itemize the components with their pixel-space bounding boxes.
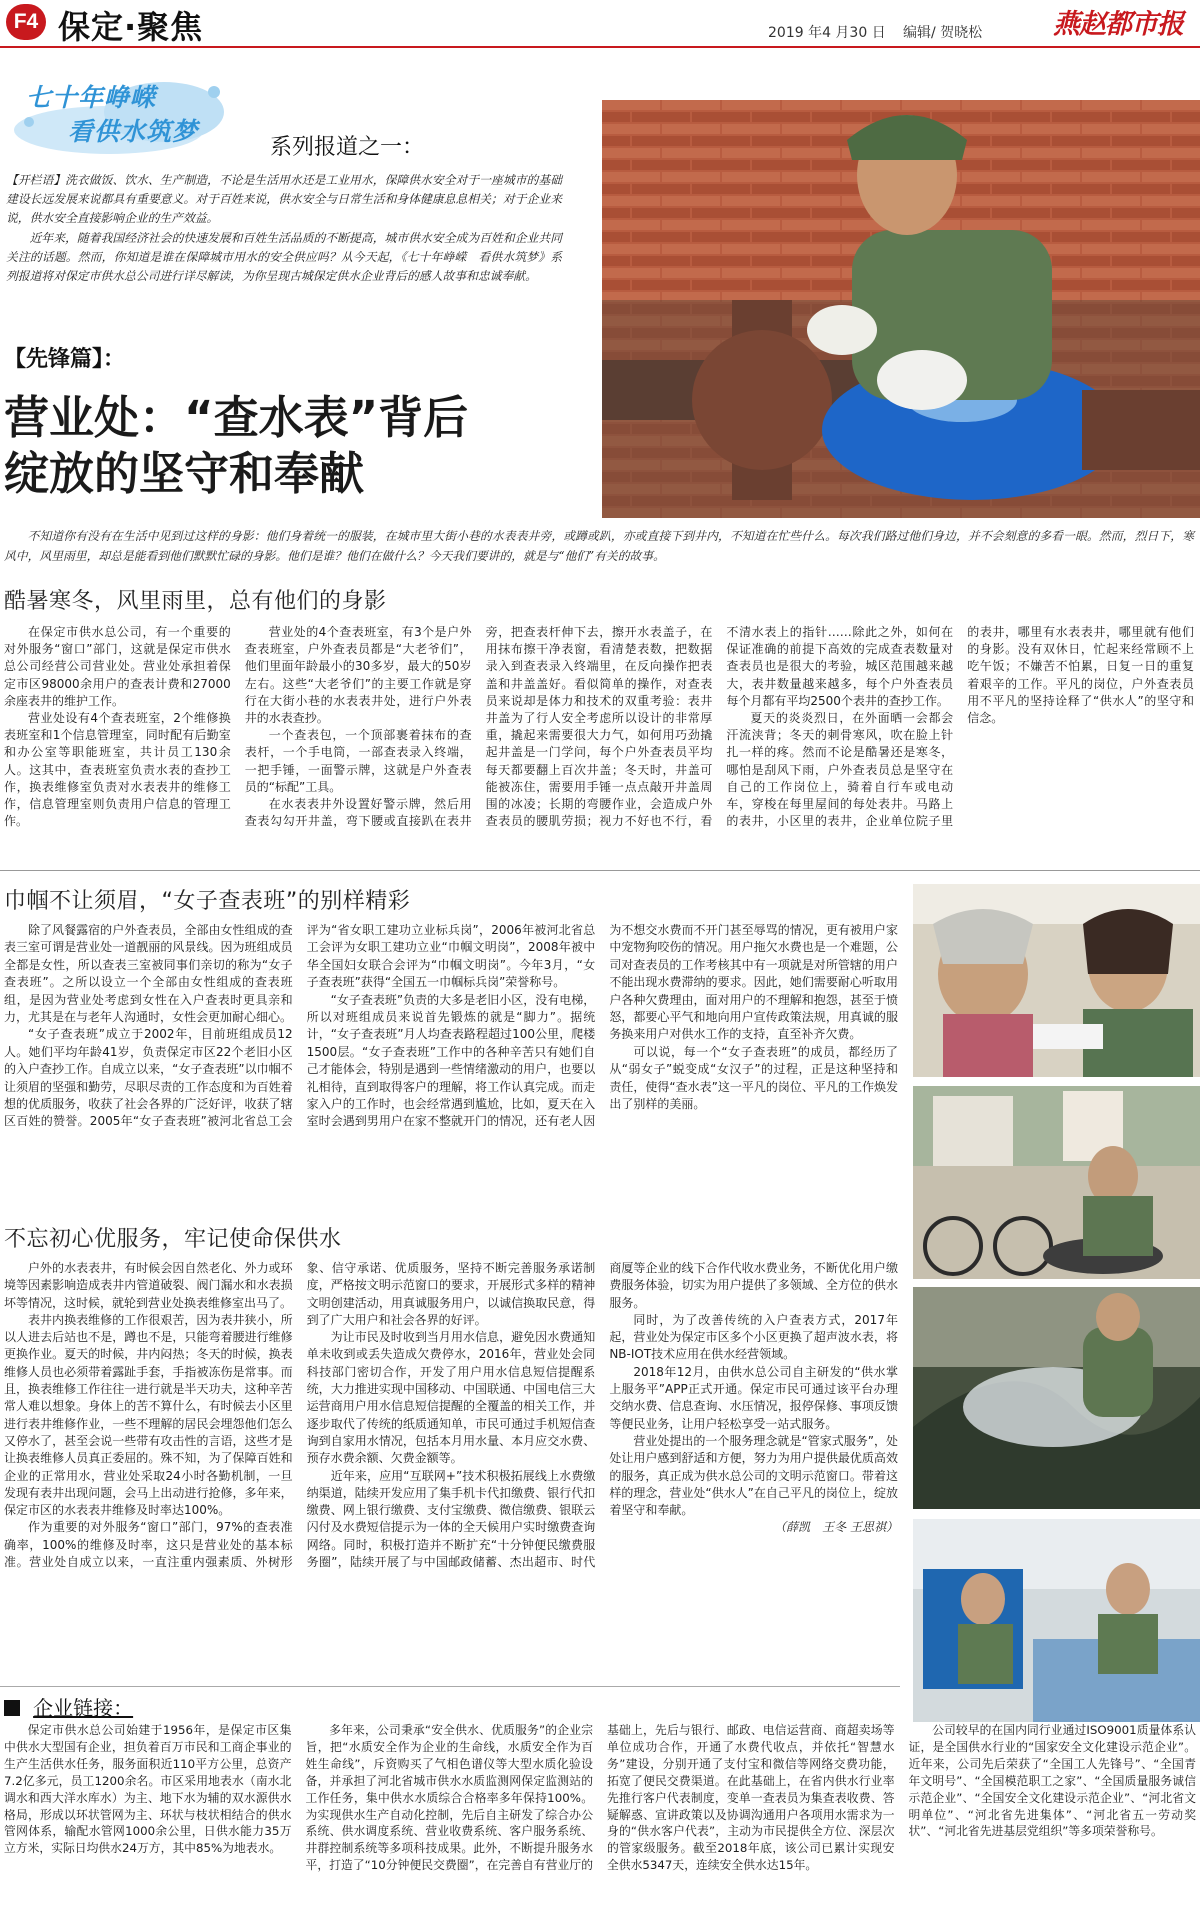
body-paragraph: 除了风餐露宿的户外查表员，全部由女性组成的查表三室可谓是营业处一道靓丽的风景线。因为班组成员全都是女性，所以查表三室被同事们亲切的称为“女子查表班”。之所以设立一个全部由女性组成的查表班组，是因为营业处考虑到女性在入户查表时更具亲和力，尤其是在与老年人沟通时，女性会更加耐心细心。: [4, 923, 293, 1025]
sidebar-title-block: [4, 1692, 133, 1721]
body-paragraph: 在保定市供水总公司，有一个重要的对外服务“窗口”部门，这就是保定市供水总公司经营公司营业处。营业处承担着保定市区98000余用户的查表计费和27000余座表井的维护工作。: [4, 625, 231, 708]
body-paragraph: 一个查表包，一个顶部裹着抹布的查表杆，一个手电筒，一部查表录入终端，一把手锤，一面警示牌，这就是户外查表员的“标配”工具。: [244, 728, 472, 794]
masthead: [0, 0, 1200, 48]
headline-line: 绽放的坚守和奉献: [4, 447, 365, 500]
section-2-body: [4, 922, 898, 1218]
photo-meter-well-inspection: [913, 1086, 1200, 1279]
body-paragraph: “女子查表班”成立于2002年，目前班组成员12人。她们平均年龄41岁，负责保定市区22个老旧小区的入户查抄工作。自成立以来，“女子查表班”以巾帼不让须眉的坚强和勤劳，尽职尽责的工作态度和为百姓着想的优质服务，收获了社会各界的广泛好评，收获了辖区百姓的赞誉。2005年“女子查表班”被河北省总工会评为“省女职工建功立业标兵岗”，2006年被河北省总工会评为女职工建功立业“巾帼文明岗”，2008年被中华全国妇女联合会评为“巾帼文明岗”。今年3月，“女子查表班”获得“全国五一巾帼标兵岗”荣誉称号。: [4, 923, 596, 1129]
photo-illustration: [913, 1287, 1200, 1509]
photo-service-counter: [913, 1519, 1200, 1722]
body-paragraph: 表井内换表维修的工作很艰苦，因为表井狭小，所以人进去后站也不是，蹲也不是，只能弯着腰进行维修更换作业。夏天的时候，井内闷热；冬天的时候，换表维修人员也必须带着露趾手套，手指被冻伤是常事。而且，换表维修工作往往一进行就是半天功夫，这种辛苦常人难以想象。身体上的苦不算什么，有时候去小区里进行表井维修作业，一些不理解的居民会埋怨他们怎么又停水了，甚至会说一些带有攻击性的言语，这些才是让换表维修人员真正委屈的。殊不知，为了保障百姓和企业的正常用水，营业处采取24小时各勤机制，一旦发现有表井出现问题，会马上出动进行抢修，多年来，保定市区的水表表井维修及时率达100%。: [4, 1312, 293, 1518]
body-paragraph: 多年来，公司秉承“安全供水、优质服务”的企业宗旨，把“水质安全作为企业的生命线，水质安全作为百姓生命线”，斥资购买了气相色谱仪等大型水质化验设备，并承担了河北省城市供水水质监测网保定监测站的工作任务，集中供水水质综合合格率多年保持100%。为实现供水生产自动化控制，先后自主研发了综合办公系统、供水调度系统、营业收费系统、客户服务系统、井群控制系统等多项科技成果。此外，不断提升服务水平，打造了“10分钟便民交费圈”，在完善自有营业厅的基础上，先后与银行、邮政、电信运营商、商超卖场等单位成功合作，开通了水费代收点，并依托“智慧水务”建设，分别开通了支付宝和微信等网络交费功能，拓宽了便民交费渠道。在此基础上，在省内供水行业率先推行客户代表制度，变单一查表员为集查表收费、答疑解惑、宣讲政策以及协调沟通用户各项用水需求为一身的“供水客户代表”，主动为市民提供全方位、深层次的管家级服务。截至2018年底，该公司已累计实现安全供水5347天，连续安全供水达15年。: [305, 1723, 895, 1873]
page-number-badge: F4: [6, 4, 46, 40]
sidebar-body: [4, 1722, 1196, 1919]
body-paragraph: 近年来，应用“互联网+”技术积极拓展线上水费缴纳渠道，陆续开发应用了集手机卡代扣缴费、银行代扣缴费、网上银行缴费、支付宝缴费、微信缴费、银联云闪付及水费短信提示为一体的全天候用户实时缴费查询网络。同时，积极打造并不断扩充“十分钟便民缴费服务圈”，陆续开展了与中国邮政储蓄、杰出超市、时代商厦等企业的线下合作代收水费业务，不断优化用户缴费服务体验，切实为用户提供了多领域、全方位的供水服务。: [306, 1261, 898, 1570]
byline: （薛凯 王冬 王思祺）: [774, 1520, 898, 1535]
intro-paragraph: 【开栏语】洗衣做饭、饮水、生产制造，不论是生活用水还是工业用水，保障供水安全对于一座城市的基础建设长远发展来说都具有重要意义。对于百姓来说，供水安全与日常生活和身体健康息息相关；对于企业来说，供水安全直接影响企业的生产效益。: [6, 173, 562, 226]
section-1-title: 酷暑寒冬，风里雨里，总有他们的身影: [4, 589, 387, 614]
photo-women-reading-meter: [913, 884, 1200, 1077]
body-paragraph: 作为重要的对外服务“窗口”部门，97%的查表准确率，100%的维修及时率，这只是营业处的基本标准。营业处自成立以来，一直注重内强素质、外树形象、信守承诺、优质服务，坚持不断完善服务承诺制度，严格按文明示范窗口的要求，开展形式多样的精神文明创建活动，用真诚服务用户，以诚信换取民意，得到了广大用户和社会各界的好评。: [4, 1261, 596, 1570]
lead-paragraph: [4, 526, 1194, 566]
body-paragraph: 公司较早的在国内同行业通过ISO9001质量体系认证，是全国供水行业的“国家安全文化建设示范企业”。近年来，公司先后荣获了“全国工人先锋号”、“全国青年文明号”、“全国模范职工之家”、“全国质量服务诚信示范企业”、“全国安全文化建设示范企业”、“河北省文明单位”、“河北省先进集体”、“河北省五一劳动奖状”、“河北省先进基层党组织”等多项荣誉称号。: [908, 1723, 1196, 1839]
sidebar-title: 企业链接：: [33, 1696, 134, 1720]
body-paragraph: 营业处提出的一个服务理念就是“管家式服务”，处处让用户感到舒适和方便，努力为用户提供最优质高效的服务，真正成为供水总公司的文明示范窗口。带着这样的理念，营业处“供水人”在自己平凡的岗位上，绽放着坚守和奉献。: [609, 1433, 898, 1518]
editor-credit: 编辑/ 贺晓松: [903, 25, 983, 41]
intro-paragraph: 近年来，随着我国经济社会的快速发展和百姓生活品质的不断提高，城市供水安全成为百姓和企业共同关注的话题。然而，你知道是谁在保障城市用水的安全供应吗？从今天起，《七十年峥嵘 看供水筑梦》系列报道将对保定市供水总公司进行详尽解读，为你呈现古城保定供水企业背后的感人故事和忠诚奉献。: [6, 230, 562, 284]
series-badge: [4, 72, 244, 162]
series-label: 系列报道之一：: [270, 135, 425, 160]
kicker: 【先锋篇】：: [4, 347, 126, 372]
section-3-title: 不忘初心优服务，牢记使命保供水: [4, 1227, 342, 1252]
body-paragraph: 同时，为了改善传统的入户查表方式，2017年起，营业处为保定市区多个小区更换了超声波水表，将NB-IOT技术应用在供水经营领域。: [609, 1312, 898, 1362]
photo-illustration: [913, 1086, 1200, 1279]
lead-text: 不知道你有没有在生活中见到过这样的身影：他们身着统一的服装，在城市里大街小巷的水表表井旁，或蹲或趴，亦或直接下到井内，不知道在忙些什么。每次我们路过他们身边，并不会刻意的多看一眼。然而，烈日下，寒风中，风里雨里，却总是能看到他们默默忙碌的身影。他们是谁？他们在做什么？今天我们要讲的，就是与“他们”有关的故事。: [4, 529, 1194, 563]
section-1-body: [4, 624, 1194, 861]
section-2-title: 巾帼不让须眉，“女子查表班”的别样精彩: [4, 889, 411, 914]
body-paragraph: 夏天的炎炎烈日，在外面晒一会都会汗流浃背；冬天的刺骨寒风，吹在脸上针扎一样的疼。然而不论是酷暑还是寒冬，哪怕是刮风下雨，户外查表员总是坚守在自己的工作岗位上，骑着自行车或电动车，穿梭在每里屋间的每处表井。马路上的表井，小区里的表井，企业单位院子里的表井，哪里有水表表井，哪里就有他们的身影。没有双休日，忙起来经常顾不上吃午饭；不嫌苦不怕累，日复一日的重复着艰辛的工作。平凡的岗位，户外查表员用不平凡的坚持诠释了“供水人”的坚守和信念。: [726, 625, 1194, 829]
badge-line-1: 七十年峥嵘: [26, 83, 157, 112]
section-name: 保定·聚焦: [58, 8, 204, 46]
masthead-rule: [0, 46, 1200, 48]
headline-line: 营业处：“查水表”背后: [4, 391, 469, 444]
hero-photo-meter-reader: [602, 100, 1200, 518]
sidebar-rule: [0, 1686, 900, 1687]
headline: [4, 390, 594, 502]
sidebar-square-icon: [4, 1700, 20, 1716]
body-paragraph: 为让市民及时收到当月用水信息，避免因水费通知单未收到或丢失造成欠费停水，2016年，营业处会同科技部门密切合作，开发了用户用水信息短信提醒系统，大力推进实现中国移动、中国联通、中国电信三大运营商用户用水信息短信提醒的全覆盖的相关工作，并逐步取代了传统的纸质通知单，市民可通过手机短信查询到自家用水情况，包括本月用水量、本月应交水费、预存水费余额、欠费金额等。: [306, 1330, 596, 1466]
issue-date: 2019 年4 月30 日: [768, 25, 886, 41]
photo-illustration: [913, 884, 1200, 1077]
hero-photo-illustration: [602, 100, 1200, 518]
body-paragraph: 2018年12月，由供水总公司自主研发的“供水掌上服务平”APP正式开通。保定市民可通过该平台办理交纳水费、信息查询、水压情况，报停保修、事项反馈等便民业务，让用户轻松享受一站式服务。: [609, 1364, 898, 1431]
badge-line-2: 看供水筑梦: [68, 117, 199, 146]
section-divider: [0, 870, 1200, 871]
body-paragraph: 在水表表井外设置好警示牌，然后用查表勾勾开井盖，弯下腰或直接趴在表井旁，把查表杆伸下去，擦开水表盖子，在用抹布擦干净表窗，看清楚表数，把数据录入到查表录入终端里，在反向操作把表盖和井盖盖好。看似简单的操作，对查表员来说却是体力和技术的双重考验：表井井盖为了行人安全考虑所以设计的非常厚重，撬起来需要很大力气，如何用巧劲撬起井盖是一门学问，每个户外查表员平均每天都要翻上百次井盖；冬天时，井盖可能被冻住，需要用手锤一点点敲开井盖周围的冰凌；长期的弯腰作业，会造成户外查表员的腰肌劳损；视力不好也不行，看不清水表上的指针……除此之外，如何在保证准确的前提下高效的完成查表数量对查表员也是很大的考验，城区范围越来越大，表井数量越来越多，每个户外查表员每个月都有平均2500个表井的查抄工作。: [244, 625, 954, 829]
body-paragraph: 保定市供水总公司始建于1956年，是保定市区集中供水大型国有企业，担负着百万市民和工商企事业的生产生活供水任务，服务面积近110平方公里，总资产7.2亿多元，员工1200余名。市区采用地表水（南水北调水和西大洋水库水）为主、地下水为辅的双水源供水格局，形成以环状管网为主、环状与枝状相结合的供水管网体系，输配水管网1000余公里，日供水能力35万立方米，实际日均供水24万方，其中85%为地表水。: [4, 1723, 292, 1856]
body-paragraph: “女子查表班”负责的大多是老旧小区，没有电梯，所以对班组成员来说首先锻炼的就是“脚力”。据统计，“女子查表班”月人均查表路程超过100公里，爬楼1500层。“女子查表班”工作中的各种辛苦只有她们自己才能体会，特别是遇到一些情绪激动的用户，也要以礼相待，直到取得客户的理解，将工作认真完成。而走家入户的工作时，也会经常遇到尴尬，比如，夏天在入室时会遇到男用户在家不整就开门的情况，还有老人因为不想交水费而不开门甚至辱骂的情况，更有被用户家中宠物狗咬伤的情况。用户拖欠水费也是一个难题，公司对查表员的工作考核其中有一项就是对所管辖的用户不能出现水费滞纳的要求。因此，她们需要耐心听取用户各种欠费理由，面对用户的不理解和抱怨，甚至于愤怒，都要心平气和地向用户宣传政策法规，用真诚的服务换来用户对供水工作的支持，直至补齐欠费。: [306, 923, 898, 1129]
newspaper-logo: 燕赵都市报: [1053, 9, 1183, 40]
body-paragraph: 户外的水表表井，有时候会因自然老化、外力或环境等因素影响造成表井内管道破裂、阀门漏水和水表损坏等情况，这时候，就轮到营业处换表维修室出马了。: [4, 1261, 293, 1310]
column-intro: [6, 171, 562, 286]
photo-illustration: [913, 1519, 1200, 1722]
body-paragraph: 营业处设有4个查表班室，2个维修换表班室和1个信息管理室，同时配有后勤室和办公室等职能班室，共计员工130余人。这其中，查表班室负责水表的查抄工作，换表维修室负责对水表表井的维修工作，信息管理室则负责用户信息的管理工作。: [4, 711, 231, 829]
body-paragraph: 营业处的4个查表班室，有3个是户外查表班室，户外查表员都是“大老爷们”，他们里面年龄最小的30多岁，最大的50岁左右。这些“大老爷们”的主要工作就是穿行在大街小巷的水表表井处，进行户外表井的水表查抄。: [244, 625, 472, 726]
body-paragraph: 可以说，每一个“女子查表班”的成员，都经历了从“弱女子”蜕变成“女汉子”的过程，正是这种坚持和责任，使得“查水表”这一平凡的岗位、平凡的工作焕发出了别样的美丽。: [609, 1044, 898, 1112]
section-3-body: [4, 1260, 898, 1672]
photo-pipe-repair: [913, 1287, 1200, 1509]
